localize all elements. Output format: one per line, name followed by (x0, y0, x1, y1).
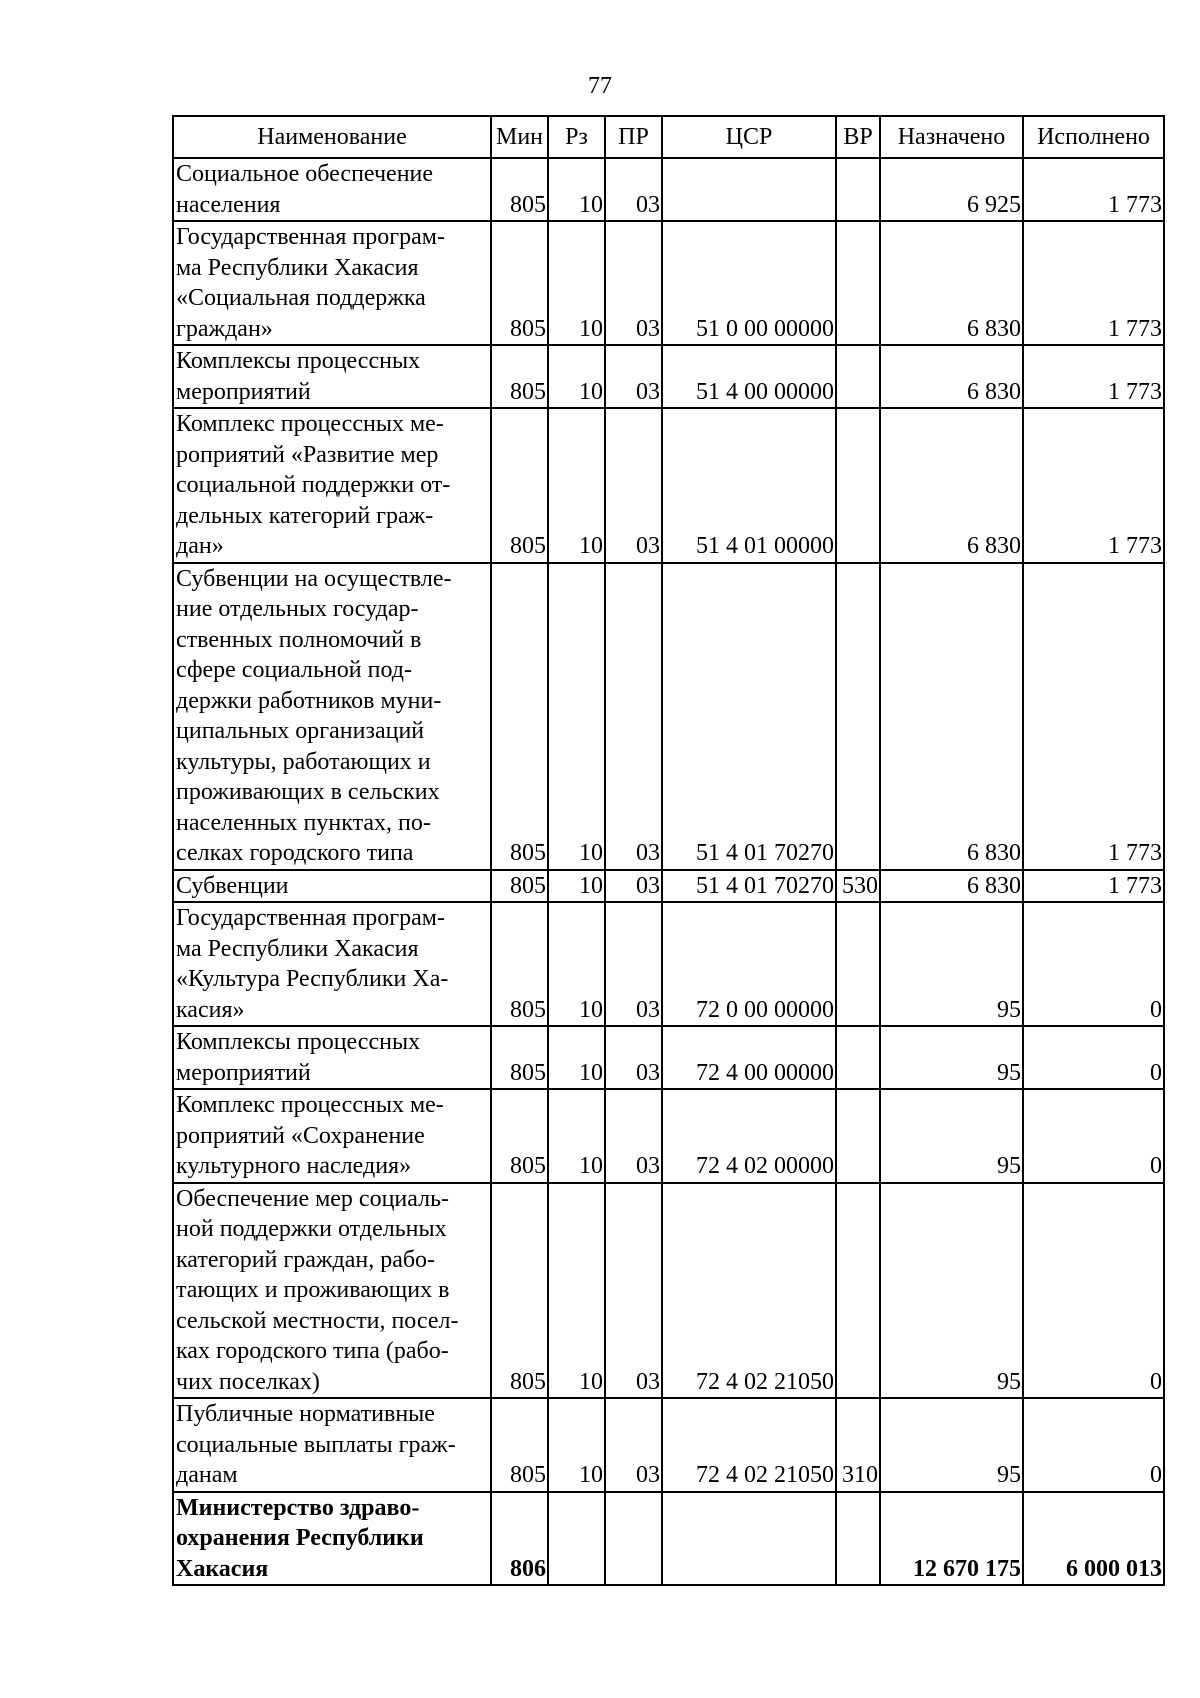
cell-csr: 72 4 02 21050 (662, 1398, 836, 1492)
cell-min: 805 (491, 1398, 548, 1492)
cell-rz: 10 (548, 1089, 605, 1183)
cell-executed: 1 773 (1023, 563, 1164, 870)
cell-min: 805 (491, 408, 548, 563)
cell-csr: 72 4 02 00000 (662, 1089, 836, 1183)
cell-pr: 03 (605, 1398, 662, 1492)
page-number: 77 (588, 73, 612, 99)
cell-vr (836, 1183, 880, 1399)
header-rz: Рз (548, 116, 605, 158)
table-row (173, 1492, 1164, 1586)
cell-name: Комплекс процессных ме- роприятий «Развитие мер социальной поддержки от- дельных категорий граж- дан» (173, 408, 491, 563)
cell-csr: 51 4 01 70270 (662, 870, 836, 903)
cell-pr: 03 (605, 345, 662, 408)
cell-pr: 03 (605, 1089, 662, 1183)
cell-rz: 10 (548, 1183, 605, 1399)
table-row (173, 345, 1164, 408)
cell-assigned: 95 (880, 1183, 1023, 1399)
cell-name: Субвенции на осуществле- ние отдельных государ- ственных полномочий в сфере социальной под- держки работников муни- ципальных организаций культуры, работающих и проживающих в сельских населенных пунктах, по- селках городского типа (173, 563, 491, 870)
header-pr: ПР (605, 116, 662, 158)
cell-name: Обеспечение мер социаль- ной поддержки отдельных категорий граждан, рабо- тающих и проживающих в сельской местности, посел- ках городского типа (рабо- чих поселках) (173, 1183, 491, 1399)
cell-pr: 03 (605, 563, 662, 870)
cell-min: 805 (491, 221, 548, 345)
cell-rz: 10 (548, 870, 605, 903)
cell-executed: 1 773 (1023, 345, 1164, 408)
cell-pr: 03 (605, 1183, 662, 1399)
cell-min: 805 (491, 1089, 548, 1183)
cell-vr (836, 408, 880, 563)
cell-assigned: 95 (880, 1398, 1023, 1492)
cell-name: Комплексы процессных мероприятий (173, 345, 491, 408)
header-min: Мин (491, 116, 548, 158)
cell-pr: 03 (605, 221, 662, 345)
cell-min: 805 (491, 870, 548, 903)
table-row (173, 563, 1164, 870)
cell-pr (605, 1492, 662, 1586)
cell-executed: 0 (1023, 1398, 1164, 1492)
cell-min: 805 (491, 1026, 548, 1089)
cell-pr: 03 (605, 870, 662, 903)
cell-executed: 0 (1023, 902, 1164, 1026)
header-executed: Исполнено (1023, 116, 1164, 158)
cell-assigned: 6 830 (880, 408, 1023, 563)
cell-assigned: 6 830 (880, 870, 1023, 903)
cell-vr (836, 563, 880, 870)
table-row (173, 870, 1164, 903)
cell-vr (836, 1492, 880, 1586)
cell-rz: 10 (548, 408, 605, 563)
cell-name: Комплексы процессных мероприятий (173, 1026, 491, 1089)
table-row (173, 1183, 1164, 1399)
cell-assigned: 12 670 175 (880, 1492, 1023, 1586)
cell-executed: 0 (1023, 1183, 1164, 1399)
table-row (173, 221, 1164, 345)
cell-executed: 1 773 (1023, 158, 1164, 221)
cell-csr: 72 4 00 00000 (662, 1026, 836, 1089)
cell-assigned: 6 830 (880, 345, 1023, 408)
header-assigned: Назначено (880, 116, 1023, 158)
cell-min: 805 (491, 345, 548, 408)
cell-min: 806 (491, 1492, 548, 1586)
header-name: Наименование (173, 116, 491, 158)
cell-min: 805 (491, 1183, 548, 1399)
cell-assigned: 6 830 (880, 221, 1023, 345)
cell-vr (836, 345, 880, 408)
cell-csr (662, 1492, 836, 1586)
cell-pr: 03 (605, 408, 662, 563)
table-row (173, 1026, 1164, 1089)
cell-csr: 51 4 00 00000 (662, 345, 836, 408)
table-row (173, 902, 1164, 1026)
cell-executed: 1 773 (1023, 221, 1164, 345)
cell-rz: 10 (548, 902, 605, 1026)
cell-vr (836, 1089, 880, 1183)
cell-rz: 10 (548, 1398, 605, 1492)
cell-csr: 51 0 00 00000 (662, 221, 836, 345)
cell-vr (836, 902, 880, 1026)
cell-csr (662, 158, 836, 221)
cell-min: 805 (491, 563, 548, 870)
cell-min: 805 (491, 158, 548, 221)
cell-rz: 10 (548, 345, 605, 408)
cell-rz: 10 (548, 1026, 605, 1089)
cell-assigned: 95 (880, 902, 1023, 1026)
table-row (173, 408, 1164, 563)
header-csr: ЦСР (662, 116, 836, 158)
cell-name: Министерство здраво- охранения Республики Хакасия (173, 1492, 491, 1586)
cell-executed: 1 773 (1023, 408, 1164, 563)
table-row (173, 158, 1164, 221)
table-body (173, 158, 1164, 1585)
header-vr: ВР (836, 116, 880, 158)
cell-vr: 530 (836, 870, 880, 903)
cell-name: Государственная програм- ма Республики Хакасия «Социальная поддержка граждан» (173, 221, 491, 345)
cell-csr: 51 4 01 00000 (662, 408, 836, 563)
cell-vr (836, 1026, 880, 1089)
cell-rz (548, 1492, 605, 1586)
cell-pr: 03 (605, 1026, 662, 1089)
cell-min: 805 (491, 902, 548, 1026)
cell-assigned: 95 (880, 1026, 1023, 1089)
table-header-row (173, 116, 1164, 158)
budget-table (172, 115, 1165, 1586)
table-row (173, 1089, 1164, 1183)
cell-name: Социальное обеспечение населения (173, 158, 491, 221)
table-row (173, 1398, 1164, 1492)
cell-name: Субвенции (173, 870, 491, 903)
cell-assigned: 95 (880, 1089, 1023, 1183)
cell-name: Комплекс процессных ме- роприятий «Сохранение культурного наследия» (173, 1089, 491, 1183)
cell-executed: 0 (1023, 1026, 1164, 1089)
cell-rz: 10 (548, 563, 605, 870)
cell-rz: 10 (548, 221, 605, 345)
cell-executed: 1 773 (1023, 870, 1164, 903)
cell-pr: 03 (605, 902, 662, 1026)
cell-csr: 51 4 01 70270 (662, 563, 836, 870)
cell-rz: 10 (548, 158, 605, 221)
cell-vr (836, 221, 880, 345)
cell-vr (836, 158, 880, 221)
cell-csr: 72 4 02 21050 (662, 1183, 836, 1399)
cell-executed: 6 000 013 (1023, 1492, 1164, 1586)
cell-name: Публичные нормативные социальные выплаты граж- данам (173, 1398, 491, 1492)
cell-executed: 0 (1023, 1089, 1164, 1183)
cell-assigned: 6 925 (880, 158, 1023, 221)
cell-assigned: 6 830 (880, 563, 1023, 870)
cell-vr: 310 (836, 1398, 880, 1492)
cell-name: Государственная програм- ма Республики Хакасия «Культура Республики Ха- касия» (173, 902, 491, 1026)
cell-csr: 72 0 00 00000 (662, 902, 836, 1026)
cell-pr: 03 (605, 158, 662, 221)
